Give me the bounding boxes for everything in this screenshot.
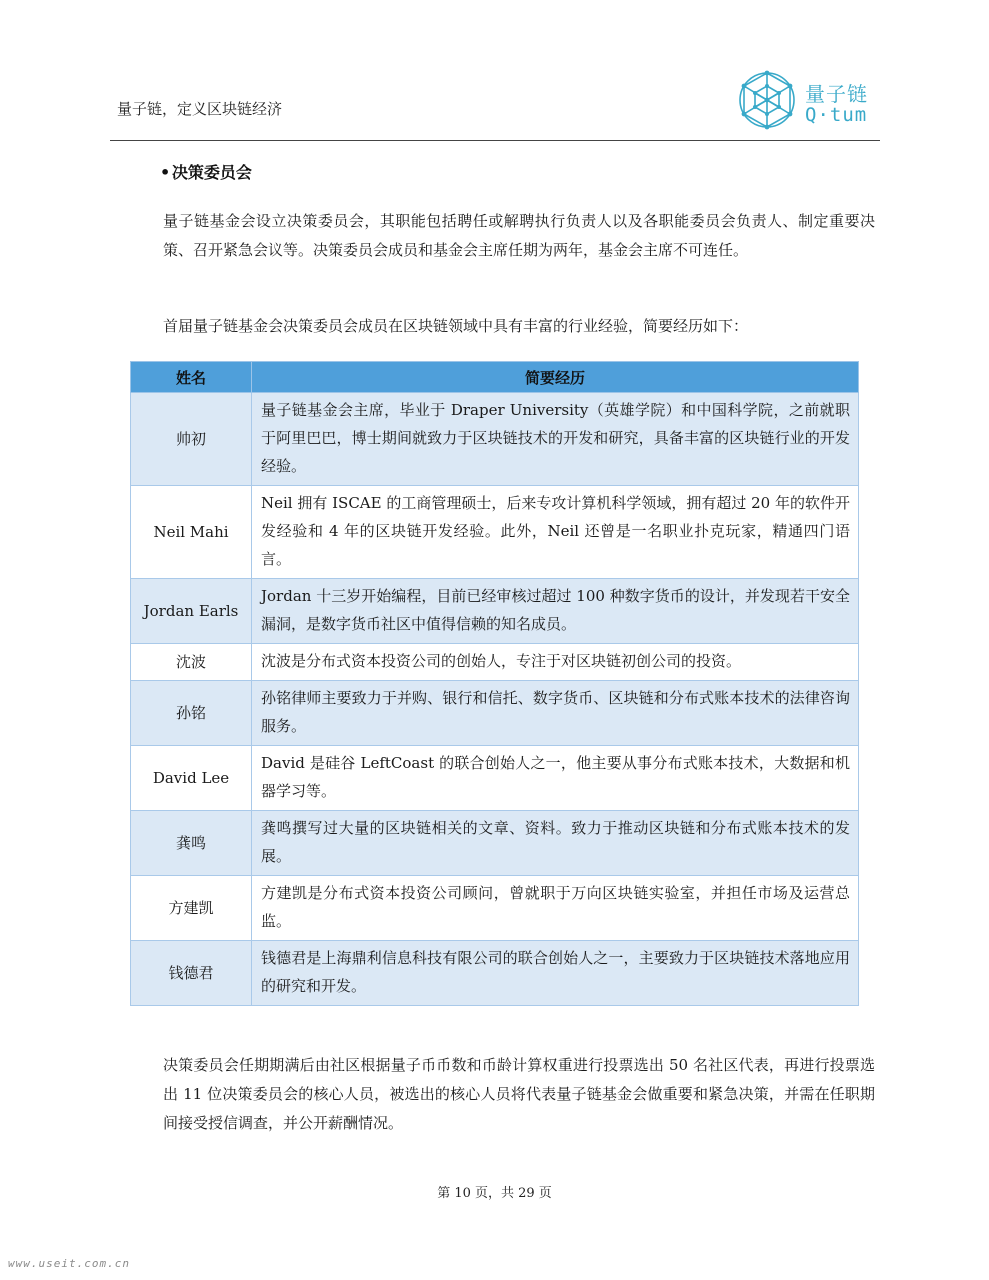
table-header-row [131, 362, 859, 393]
member-bio: 龚鸣撰写过大量的区块链相关的文章、资料。致力于推动区块链和分布式账本技术的发展。 [252, 811, 859, 876]
header-divider [110, 140, 880, 141]
table-row [131, 746, 859, 811]
member-name: Jordan Earls [131, 579, 252, 644]
table-row [131, 811, 859, 876]
bullet-icon: • [160, 163, 172, 182]
table-row [131, 486, 859, 579]
member-name: David Lee [131, 746, 252, 811]
table-row [131, 941, 859, 1006]
member-name: 钱德君 [131, 941, 252, 1006]
header-title: 量子链，定义区块链经济 [117, 100, 283, 118]
member-name: 龚鸣 [131, 811, 252, 876]
table-row [131, 393, 859, 486]
logo-english-name: Q·tum [805, 104, 868, 126]
lead-paragraph: 首届量子链基金会决策委员会成员在区块链领域中具有丰富的行业经验，简要经历如下： [163, 317, 749, 335]
page-number: 第 10 页，共 29 页 [437, 1186, 552, 1201]
member-bio: 钱德君是上海鼎利信息科技有限公司的联合创始人之一，主要致力于区块链技术落地应用的研究和开发。 [252, 941, 859, 1006]
member-bio: 量子链基金会主席，毕业于 Draper University（英雄学院）和中国科学院，之前就职于阿里巴巴，博士期间就致力于区块链技术的开发和研究，具备丰富的区块链行业的开发经验。 [252, 393, 859, 486]
member-name: 沈波 [131, 644, 252, 681]
logo-chinese-name: 量子链 [805, 82, 868, 106]
committee-members-table [130, 361, 859, 1006]
member-bio: 方建凯是分布式资本投资公司顾问，曾就职于万向区块链实验室，并担任市场及运营总监。 [252, 876, 859, 941]
member-bio: Jordan 十三岁开始编程，目前已经审核过超过 100 种数字货币的设计，并发现若干安全漏洞，是数字货币社区中值得信赖的知名成员。 [252, 579, 859, 644]
network-globe-icon [735, 68, 799, 132]
table-row [131, 876, 859, 941]
member-name: 帅初 [131, 393, 252, 486]
section-heading-text: 决策委员会 [171, 163, 252, 182]
member-bio: Neil 拥有 ISCAE 的工商管理硕士，后来专攻计算机科学领域，拥有超过 20 年的软件开发经验和 4 年的区块链开发经验。此外，Neil 还曾是一名职业扑克玩家，精通四门语言。 [252, 486, 859, 579]
member-name: Neil Mahi [131, 486, 252, 579]
qtum-logo [735, 68, 875, 132]
section-heading [160, 160, 252, 183]
closing-paragraph: 决策委员会任期期满后由社区根据量子币币数和币龄计算权重进行投票选出 50 名社区代表，再进行投票选出 11 位决策委员会的核心人员，被选出的核心人员将代表量子链基金会做重要和紧急决策，并需在任职期间接受授信调查，并公开薪酬情况。 [163, 1056, 875, 1132]
watermark: www.useit.com.cn [8, 1257, 130, 1270]
column-header-bio: 简要经历 [252, 362, 859, 393]
member-bio: 沈波是分布式资本投资公司的创始人，专注于对区块链初创公司的投资。 [252, 644, 859, 681]
column-header-name: 姓名 [131, 362, 252, 393]
member-name: 孙铭 [131, 681, 252, 746]
table-row [131, 681, 859, 746]
member-bio: David 是硅谷 LeftCoast 的联合创始人之一，他主要从事分布式账本技术，大数据和机器学习等。 [252, 746, 859, 811]
table-row [131, 579, 859, 644]
member-bio: 孙铭律师主要致力于并购、银行和信托、数字货币、区块链和分布式账本技术的法律咨询服务。 [252, 681, 859, 746]
member-name: 方建凯 [131, 876, 252, 941]
intro-paragraph: 量子链基金会设立决策委员会，其职能包括聘任或解聘执行负责人以及各职能委员会负责人、制定重要决策、召开紧急会议等。决策委员会成员和基金会主席任期为两年，基金会主席不可连任。 [163, 212, 875, 259]
table-row [131, 644, 859, 681]
